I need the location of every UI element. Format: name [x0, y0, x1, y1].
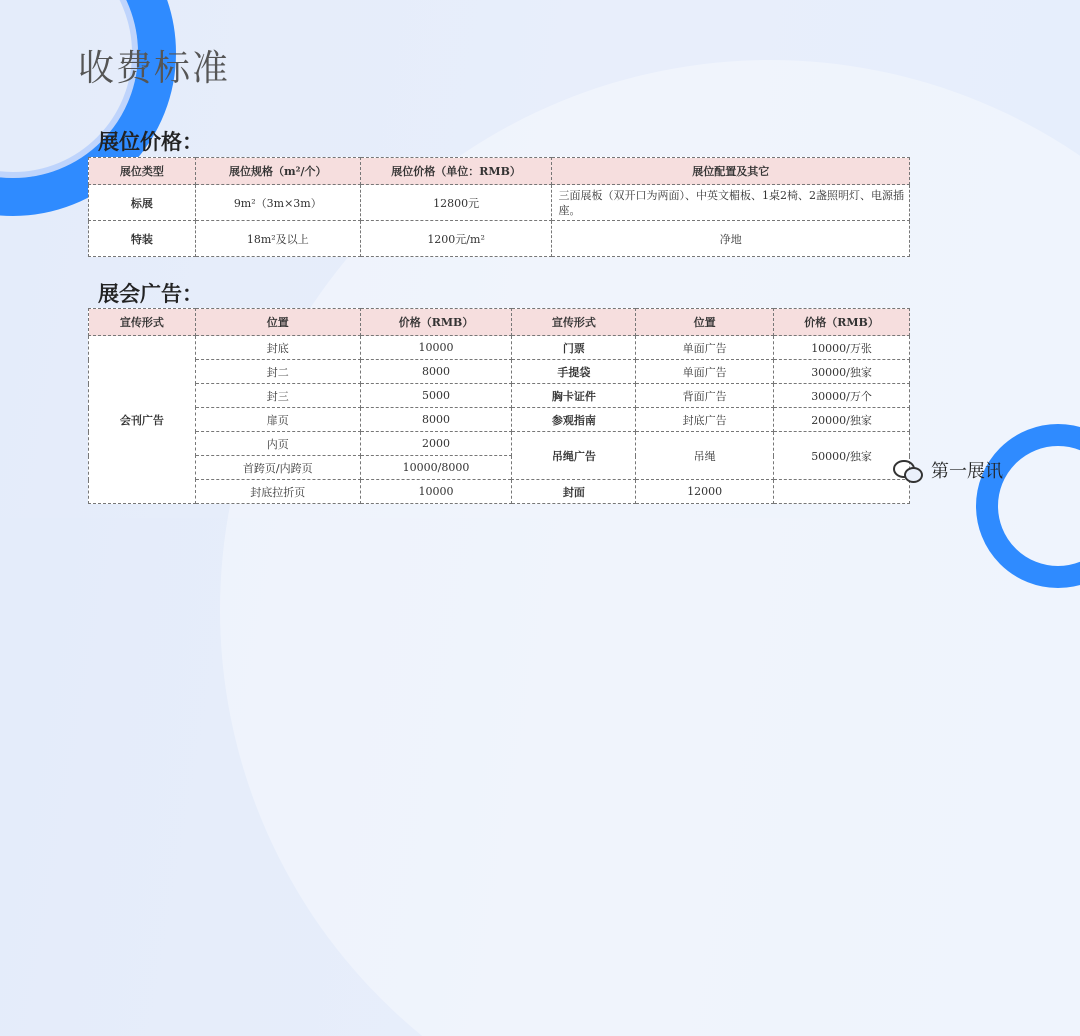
price-cell: 10000 — [360, 480, 512, 504]
page-title: 收费标准 — [78, 48, 231, 89]
position-cell: 背面广告 — [636, 384, 774, 408]
ad-form-cell: 封面 — [512, 480, 636, 504]
header-position: 位置 — [195, 309, 360, 336]
table-row — [89, 221, 910, 257]
price-cell: 30000/独家 — [774, 360, 910, 384]
price-cell: 5000 — [360, 384, 512, 408]
price-cell: 8000 — [360, 360, 512, 384]
header-booth-price: 展位价格（单位：RMB） — [360, 158, 552, 185]
position-cell: 扉页 — [195, 408, 360, 432]
position-cell: 吊绳 — [636, 432, 774, 480]
price-cell: 30000/万个 — [774, 384, 910, 408]
price-cell — [774, 480, 910, 504]
price-cell: 10000 — [360, 336, 512, 360]
watermark-text: 第一展讯 — [931, 461, 1003, 482]
position-cell: 首跨页/内跨页 — [195, 456, 360, 480]
booth-type-cell: 特装 — [89, 221, 196, 257]
booth-price-table — [88, 157, 910, 257]
position-cell: 单面广告 — [636, 336, 774, 360]
price-cell: 20000/独家 — [774, 408, 910, 432]
booth-size-cell: 9m²（3m×3m） — [195, 185, 360, 221]
wechat-icon — [893, 458, 923, 482]
table-row — [89, 432, 910, 456]
table-header-row — [89, 158, 910, 185]
header-booth-type: 展位类型 — [89, 158, 196, 185]
booth-config-cell: 三面展板（双开口为两面）、中英文楣板、1桌2椅、2盏照明灯、电源插座。 — [552, 185, 910, 221]
booth-section-title: 展位价格： — [98, 129, 203, 154]
booth-price-cell: 1200元/m² — [360, 221, 552, 257]
ads-section-title: 展会广告： — [98, 281, 203, 306]
ads-price-table — [88, 308, 910, 504]
booth-type-cell: 标展 — [89, 185, 196, 221]
booth-config-cell: 净地 — [552, 221, 910, 257]
table-row — [89, 480, 910, 504]
price-cell: 8000 — [360, 408, 512, 432]
table-row — [89, 360, 910, 384]
booth-price-cell: 12800元 — [360, 185, 552, 221]
header-price: 价格（RMB） — [360, 309, 512, 336]
position-cell: 封二 — [195, 360, 360, 384]
position-cell: 内页 — [195, 432, 360, 456]
ad-group-cell: 会刊广告 — [89, 336, 196, 504]
ad-form-cell: 参观指南 — [512, 408, 636, 432]
header-booth-config: 展位配置及其它 — [552, 158, 910, 185]
price-cell: 2000 — [360, 432, 512, 456]
header-ad-form: 宣传形式 — [89, 309, 196, 336]
position-cell: 封三 — [195, 384, 360, 408]
header-price-2: 价格（RMB） — [774, 309, 910, 336]
position-cell: 封底 — [195, 336, 360, 360]
position-cell: 封底拉折页 — [195, 480, 360, 504]
ad-form-cell: 胸卡证件 — [512, 384, 636, 408]
position-cell: 12000 — [636, 480, 774, 504]
table-row — [89, 185, 910, 221]
price-cell: 10000/8000 — [360, 456, 512, 480]
price-cell: 50000/独家 — [774, 432, 910, 480]
booth-size-cell: 18m²及以上 — [195, 221, 360, 257]
table-row — [89, 384, 910, 408]
price-cell: 10000/万张 — [774, 336, 910, 360]
position-cell: 封底广告 — [636, 408, 774, 432]
position-cell: 单面广告 — [636, 360, 774, 384]
table-row — [89, 408, 910, 432]
header-booth-size: 展位规格（m²/个） — [195, 158, 360, 185]
table-row — [89, 336, 910, 360]
ad-form-cell: 手提袋 — [512, 360, 636, 384]
header-ad-form-2: 宣传形式 — [512, 309, 636, 336]
ad-form-cell: 门票 — [512, 336, 636, 360]
watermark — [893, 457, 1003, 483]
ad-form-cell: 吊绳广告 — [512, 432, 636, 480]
header-position-2: 位置 — [636, 309, 774, 336]
table-header-row — [89, 309, 910, 336]
